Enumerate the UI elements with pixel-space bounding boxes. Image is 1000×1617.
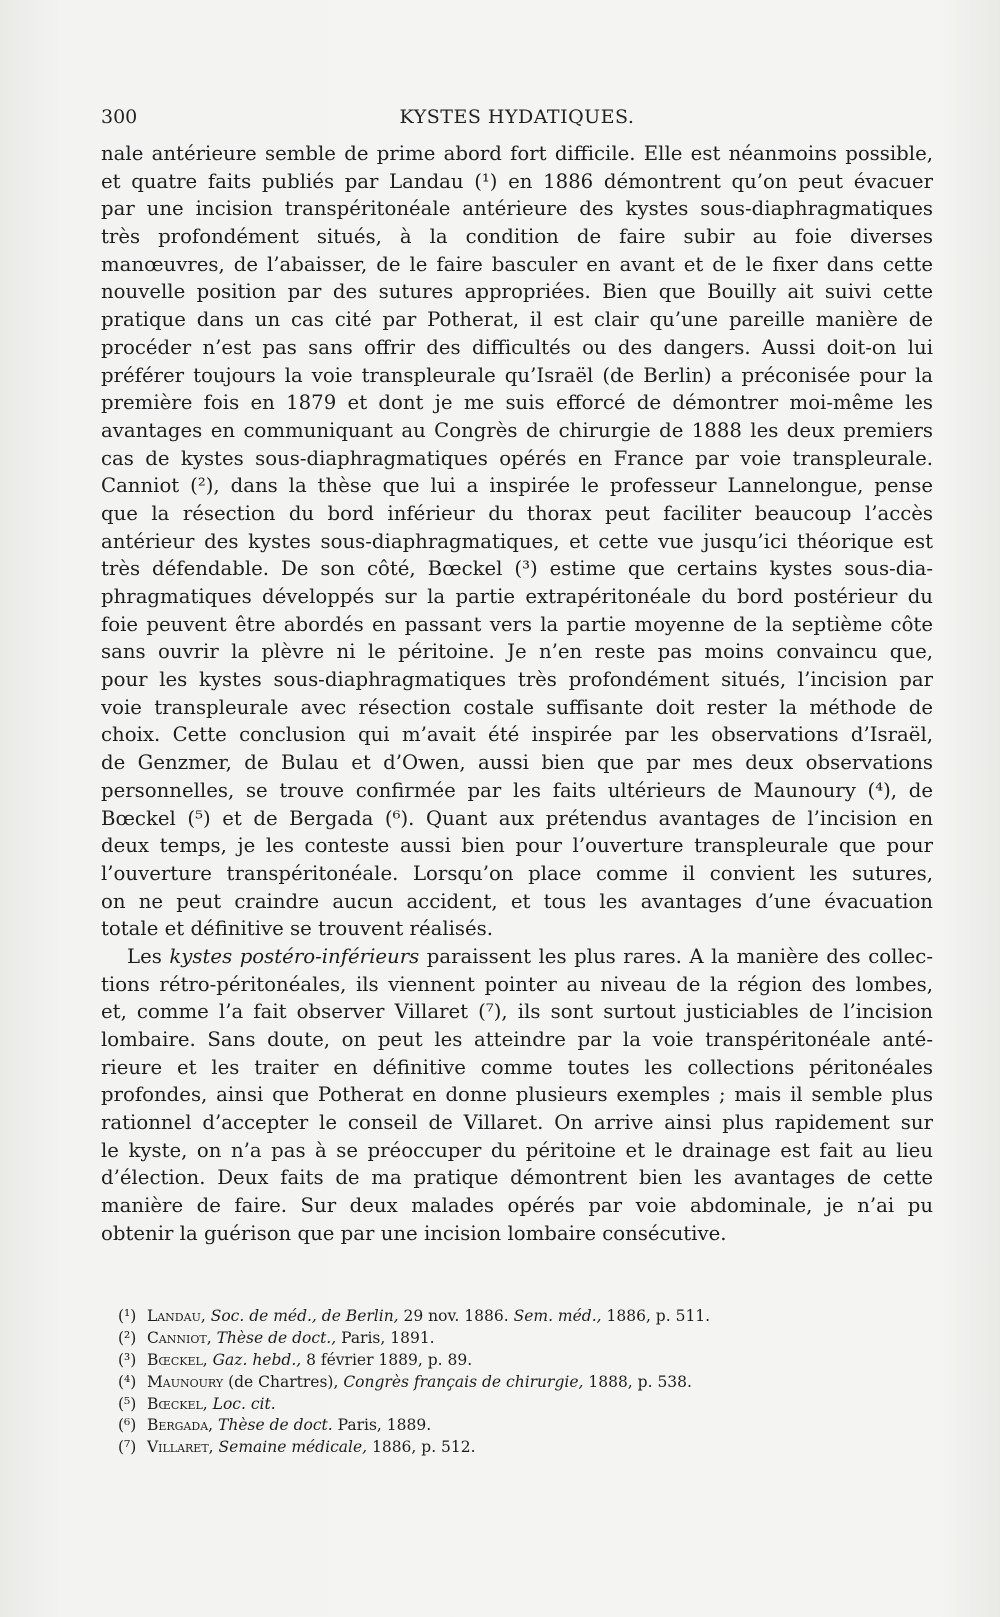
- text-line: pratique dans un cas cité par Potherat, il est clair qu’une pareille manière de: [101, 308, 933, 332]
- footnote: [118, 1394, 918, 1416]
- footnote-detail: Paris, 1891.: [336, 1328, 435, 1347]
- footnote-title: Semaine médicale,: [218, 1438, 368, 1457]
- footnotes: [118, 1306, 918, 1459]
- text-line: très profondément situés, à la condition de faire subir au foie diverses: [101, 225, 933, 249]
- footnote-detail: (de Chartres),: [223, 1372, 344, 1391]
- footnote-title: Sem. méd.,: [513, 1307, 602, 1325]
- footnote: [118, 1306, 918, 1328]
- text-line: manœuvres, de l’abaisser, de le faire basculer en avant et de le fixer dans cette: [101, 252, 933, 276]
- footnote-author: Bergada,: [146, 1416, 214, 1435]
- text-line: personnelles, se trouve confirmée par les faits ultérieurs de Maunoury (⁴), de: [101, 778, 933, 802]
- text-line: choix. Cette conclusion qui m’avait été inspirée par les observations d’Israël,: [101, 723, 933, 747]
- text-line: et, comme l’a fait observer Villaret (⁷), ils sont surtout justiciables de l’incision: [101, 1000, 933, 1024]
- page-number: 300: [101, 106, 138, 128]
- body-text: [101, 140, 933, 1248]
- text-line: procéder n’est pas sans offrir des difficultés ou des dangers. Aussi doit-on lui: [101, 335, 933, 359]
- footnote-author: Maunoury: [146, 1372, 224, 1391]
- text-line: d’élection. Deux faits de ma pratique démontrent bien les avantages de cette: [101, 1166, 933, 1190]
- footnote-mark: (³): [118, 1350, 137, 1369]
- text-line: première fois en 1879 et dont je me suis efforcé de démontrer moi-même les: [101, 391, 933, 415]
- footnote-title: Soc. de méd., de Berlin,: [210, 1307, 399, 1325]
- text-line: Bœckel (⁵) et de Bergada (⁶). Quant aux prétendus avantages de l’incision en: [101, 806, 933, 830]
- text-line: l’ouverture transpéritonéale. Lorsqu’on place comme il convient les sutures,: [101, 861, 933, 885]
- footnote-mark: (⁶): [118, 1416, 137, 1435]
- text-line: Canniot (²), dans la thèse que lui a inspirée le professeur Lannelongue, pense: [101, 474, 933, 498]
- footnote: [118, 1415, 918, 1437]
- text-line: tions rétro-péritonéales, ils viennent pointer au niveau de la région des lombes,: [101, 972, 933, 996]
- footnote-author: Bœckel,: [146, 1350, 208, 1369]
- text-line: rieure et les traiter en définitive comme toutes les collections péritonéales: [101, 1055, 933, 1079]
- text-line: avantages en communiquant au Congrès de chirurgie de 1888 les deux premiers: [101, 418, 933, 442]
- footnote-mark: (⁵): [118, 1394, 137, 1413]
- text-line: nale antérieure semble de prime abord fort difficile. Elle est néanmoins possible,: [101, 142, 933, 165]
- text-line: sans ouvrir la plèvre ni le péritoine. Je n’en reste pas moins convaincu que,: [101, 640, 933, 664]
- footnote-title: Loc. cit.: [212, 1394, 276, 1413]
- footnote: [118, 1350, 918, 1372]
- text-line: profondes, ainsi que Potherat en donne plusieurs exemples ; mais il semble plus: [101, 1083, 933, 1107]
- text-line: rationnel d’accepter le conseil de Villaret. On arrive ainsi plus rapidement sur: [101, 1111, 933, 1135]
- footnote-mark: (⁴): [118, 1372, 137, 1391]
- text-line: par une incision transpéritonéale antérieure des kystes sous-diaphragmatiques: [101, 197, 933, 221]
- text-line: et quatre faits publiés par Landau (¹) en 1886 démontrent qu’on peut évacuer: [101, 169, 933, 193]
- text-line: cas de kystes sous-diaphragmatiques opérés en France par voie transpleurale.: [101, 446, 933, 470]
- footnote: [118, 1372, 918, 1394]
- text-line: antérieur des kystes sous-diaphragmatiques, et cette vue jusqu’ici théorique est: [101, 529, 933, 553]
- text-line: que la résection du bord inférieur du thorax peut faciliter beaucoup l’accès: [101, 501, 933, 525]
- text-line: obtenir la guérison que par une incision lombaire consécutive.: [101, 1221, 727, 1245]
- footnote-detail: Paris, 1889.: [332, 1416, 432, 1435]
- footnote-detail: 8 février 1889, p. 89.: [301, 1350, 473, 1369]
- running-title: KYSTES HYDATIQUES.: [399, 106, 635, 128]
- footnote-author: Villaret,: [146, 1438, 214, 1457]
- text-line: lombaire. Sans doute, on peut les atteindre par la voie transpéritonéale anté-: [101, 1028, 933, 1051]
- footnote-detail: 1886, p. 511.: [601, 1307, 711, 1325]
- text-line: foie peuvent être abordés en passant vers la partie moyenne de la septième côte: [101, 612, 933, 636]
- text-line: deux temps, je les conteste aussi bien pour l’ouverture transpleurale que pour: [101, 834, 933, 858]
- footnote-detail: 1888, p. 538.: [583, 1372, 692, 1391]
- page-header: [101, 106, 933, 132]
- text-line: très défendable. De son côté, Bœckel (³) estime que certains kystes sous-dia-: [101, 557, 933, 581]
- text-line: totale et définitive se trouvent réalisés.: [101, 917, 494, 941]
- footnote-author: Landau,: [146, 1307, 206, 1325]
- text-line: nouvelle position par des sutures appropriées. Bien que Bouilly ait suivi cette: [101, 280, 933, 304]
- text-line: manière de faire. Sur deux malades opérés par voie abdominale, je n’ai pu: [101, 1194, 933, 1218]
- footnote-mark: (¹): [118, 1307, 137, 1325]
- text-line: pour les kystes sous-diaphragmatiques très profondément situés, l’incision par: [101, 668, 933, 692]
- footnote-title: Thèse de doct.: [218, 1416, 333, 1435]
- footnote-title: Thèse de doct.,: [216, 1328, 337, 1347]
- footnote-detail: 29 nov. 1886.: [398, 1307, 514, 1325]
- footnote-mark: (⁷): [118, 1438, 137, 1457]
- footnote: [118, 1328, 918, 1350]
- text-line: on ne peut craindre aucun accident, et tous les avantages d’une évacuation: [101, 889, 933, 913]
- footnote-title: Gaz. hebd.,: [212, 1350, 302, 1369]
- text-line: préférer toujours la voie transpleurale qu’Israël (de Berlin) a préconisée pour la: [101, 363, 933, 387]
- footnote-mark: (²): [118, 1328, 137, 1347]
- text-line: de Genzmer, de Bulau et d’Owen, aussi bien que par mes deux observations: [101, 751, 933, 775]
- text-fragment: Les: [127, 944, 170, 968]
- text-line: [101, 943, 933, 971]
- footnote: [118, 1437, 918, 1459]
- footnote-detail: 1886, p. 512.: [367, 1438, 476, 1457]
- text-fragment: paraissent les plus rares. A la manière des collec-: [419, 944, 933, 968]
- text-line: le kyste, on n’a pas à se préoccuper du péritoine et le drainage est fait au lieu: [101, 1138, 933, 1162]
- italic-term: kystes postéro-inférieurs: [169, 944, 420, 968]
- footnote-author: Bœckel,: [146, 1394, 208, 1413]
- footnote-author: Canniot,: [146, 1328, 212, 1347]
- footnote-title: Congrès français de chirurgie,: [343, 1372, 584, 1391]
- text-line: phragmatiques développés sur la partie extrapéritonéale du bord postérieur du: [101, 585, 933, 608]
- text-line: voie transpleurale avec résection costale suffisante doit rester la méthode de: [101, 695, 933, 719]
